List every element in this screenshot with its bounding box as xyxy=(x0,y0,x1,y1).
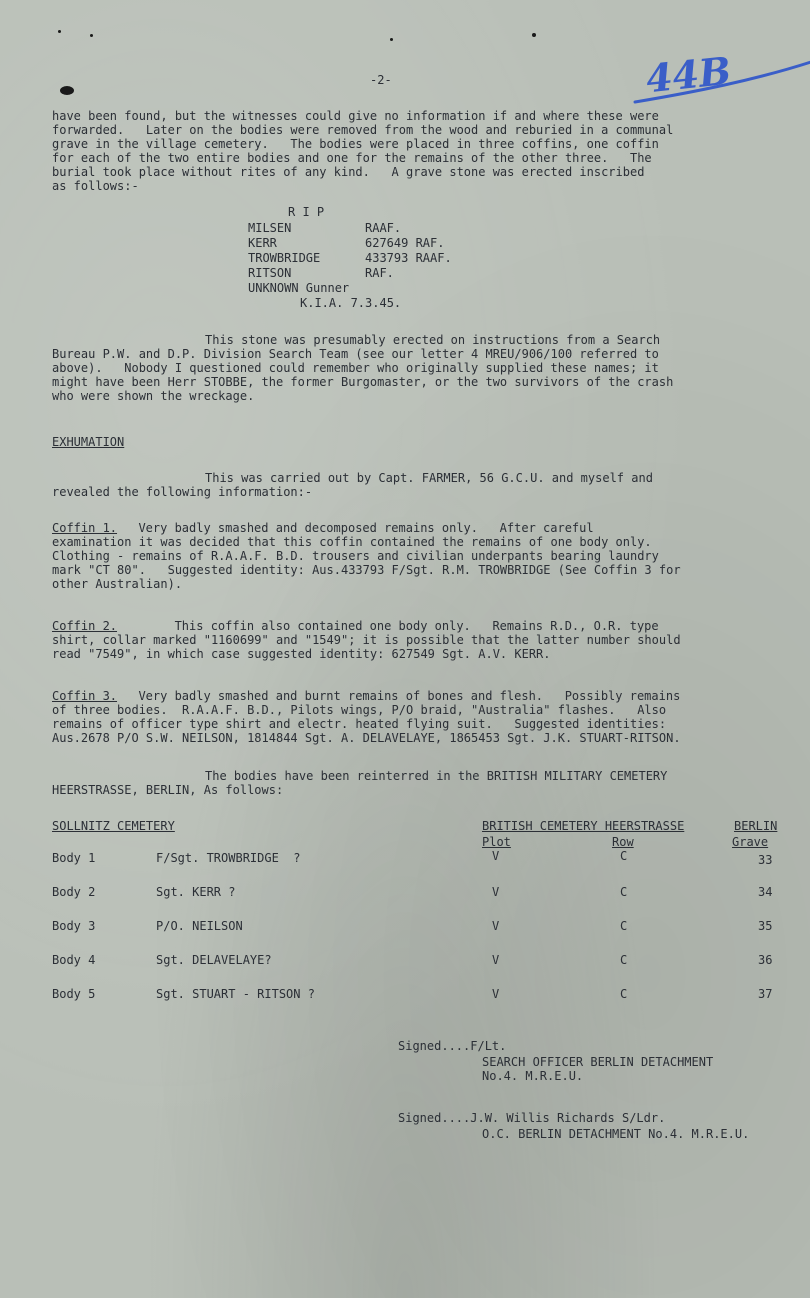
table-right-heading: BRITISH CEMETERY HEERSTRASSE xyxy=(482,819,685,833)
intro-line: grave in the village cemetery. The bodies were placed in three coffins, one coffin xyxy=(52,137,659,151)
gravestone-name: RITSON xyxy=(248,266,292,280)
coffin-3-line: Very badly smashed and burnt remains of bones and flesh. Possibly remains xyxy=(124,689,681,703)
exhumation-line: revealed the following information:- xyxy=(52,485,313,499)
gravestone-name: MILSEN xyxy=(248,221,292,235)
table-body-label: Body 2 xyxy=(52,885,96,899)
ink-speck xyxy=(532,33,536,37)
exhumation-line: This was carried out by Capt. FARMER, 56 G.C.U. and myself and xyxy=(205,471,653,485)
ink-speck xyxy=(58,30,61,33)
signature-1-title: SEARCH OFFICER BERLIN DETACHMENT xyxy=(482,1055,714,1069)
table-body-label: Body 4 xyxy=(52,953,96,967)
coffin-2-line: shirt, collar marked "1160699" and "1549"; it is possible that the latter number should xyxy=(52,633,681,647)
intro-line: have been found, but the witnesses could give no information if and where these were xyxy=(52,109,659,123)
table-plot: V xyxy=(492,953,500,967)
reinterred-line: HEERSTRASSE, BERLIN, As follows: xyxy=(52,783,284,797)
table-name: Sgt. DELAVELAYE? xyxy=(156,953,272,967)
gravestone-name: KERR xyxy=(248,236,277,250)
coffin-1-label: Coffin 1. xyxy=(52,521,118,535)
table-grave: 34 xyxy=(758,885,773,899)
table-left-heading: SOLLNITZ CEMETERY xyxy=(52,819,175,833)
column-grave-header: Grave xyxy=(732,835,769,849)
intro-line: for each of the two entire bodies and one for the remains of the other three. The xyxy=(52,151,652,165)
gravestone-detail: 627649 RAF. xyxy=(365,236,445,250)
gravestone-detail: RAF. xyxy=(365,266,394,280)
coffin-3-label: Coffin 3. xyxy=(52,689,118,703)
stone-line: Bureau P.W. and D.P. Division Search Team (see our letter 4 MREU/906/100 referred to xyxy=(52,347,659,361)
table-grave: 36 xyxy=(758,953,773,967)
table-row-letter: C xyxy=(620,849,628,863)
table-plot: V xyxy=(492,849,500,863)
table-name: Sgt. STUART - RITSON ? xyxy=(156,987,315,1001)
table-grave: 33 xyxy=(758,853,773,867)
table-body-label: Body 1 xyxy=(52,851,96,865)
gravestone-kia: K.I.A. 7.3.45. xyxy=(300,296,402,310)
coffin-1-line: examination it was decided that this coffin contained the remains of one body only. xyxy=(52,535,652,549)
signature-1-unit: No.4. M.R.E.U. xyxy=(482,1069,584,1083)
table-name: Sgt. KERR ? xyxy=(156,885,236,899)
coffin-3-line: of three bodies. R.A.A.F. B.D., Pilots wings, P/O braid, "Australia" flashes. Also xyxy=(52,703,667,717)
exhumation-heading: EXHUMATION xyxy=(52,435,125,449)
signature-1-signed: Signed....F/Lt. xyxy=(398,1039,507,1053)
stone-line: This stone was presumably erected on instructions from a Search xyxy=(205,333,661,347)
column-plot-header: Plot xyxy=(482,835,511,849)
reinterred-line: The bodies have been reinterred in the BRITISH MILITARY CEMETERY xyxy=(205,769,668,783)
coffin-2-line: This coffin also contained one body only. Remains R.D., O.R. type xyxy=(124,619,659,633)
table-plot: V xyxy=(492,919,500,933)
table-row-letter: C xyxy=(620,885,628,899)
table-grave: 35 xyxy=(758,919,773,933)
coffin-3-line: Aus.2678 P/O S.W. NEILSON, 1814844 Sgt. A. DELAVELAYE, 1865453 Sgt. J.K. STUART-RITSON. xyxy=(52,731,681,745)
handwritten-reference: 44B xyxy=(643,47,734,102)
table-grave: 37 xyxy=(758,987,773,1001)
stone-line: above). Nobody I questioned could remember who originally supplied these names; it xyxy=(52,361,659,375)
gravestone-rip: R I P xyxy=(288,205,325,219)
stone-line: who were shown the wreckage. xyxy=(52,389,255,403)
ink-speck xyxy=(390,38,393,41)
coffin-3-line: remains of officer type shirt and electr. heated flying suit. Suggested identities: xyxy=(52,717,667,731)
ink-speck xyxy=(90,34,93,37)
table-right-heading-city: BERLIN xyxy=(734,819,778,833)
table-name: P/O. NEILSON xyxy=(156,919,243,933)
coffin-1-line: other Australian). xyxy=(52,577,183,591)
gravestone-name: TROWBRIDGE xyxy=(248,251,321,265)
intro-line: forwarded. Later on the bodies were removed from the wood and reburied in a communal xyxy=(52,123,674,137)
ink-speck xyxy=(60,86,74,95)
page-number: -2- xyxy=(370,73,392,87)
gravestone-detail: RAAF. xyxy=(365,221,402,235)
table-name: F/Sgt. TROWBRIDGE ? xyxy=(156,851,301,865)
stone-line: might have been Herr STOBBE, the former Burgomaster, or the two survivors of the crash xyxy=(52,375,674,389)
coffin-1-line: Clothing - remains of R.A.A.F. B.D. trousers and civilian underpants bearing laundry xyxy=(52,549,659,563)
coffin-1-line: mark "CT 80". Suggested identity: Aus.433793 F/Sgt. R.M. TROWBRIDGE (See Coffin 3 for xyxy=(52,563,681,577)
gravestone-detail: 433793 RAAF. xyxy=(365,251,452,265)
coffin-2-line: read "7549", in which case suggested identity: 627549 Sgt. A.V. KERR. xyxy=(52,647,551,661)
signature-2-title: O.C. BERLIN DETACHMENT No.4. M.R.E.U. xyxy=(482,1127,750,1141)
intro-line: as follows:- xyxy=(52,179,139,193)
table-plot: V xyxy=(492,987,500,1001)
table-row-letter: C xyxy=(620,987,628,1001)
column-row-header: Row xyxy=(612,835,634,849)
table-plot: V xyxy=(492,885,500,899)
table-row-letter: C xyxy=(620,919,628,933)
coffin-1-line: Very badly smashed and decomposed remains only. After careful xyxy=(124,521,594,535)
table-body-label: Body 5 xyxy=(52,987,96,1001)
intro-line: burial took place without rites of any kind. A grave stone was erected inscribed xyxy=(52,165,645,179)
coffin-2-label: Coffin 2. xyxy=(52,619,118,633)
table-body-label: Body 3 xyxy=(52,919,96,933)
table-row-letter: C xyxy=(620,953,628,967)
signature-2-signed: Signed....J.W. Willis Richards S/Ldr. xyxy=(398,1111,666,1125)
gravestone-unknown: UNKNOWN Gunner xyxy=(248,281,350,295)
